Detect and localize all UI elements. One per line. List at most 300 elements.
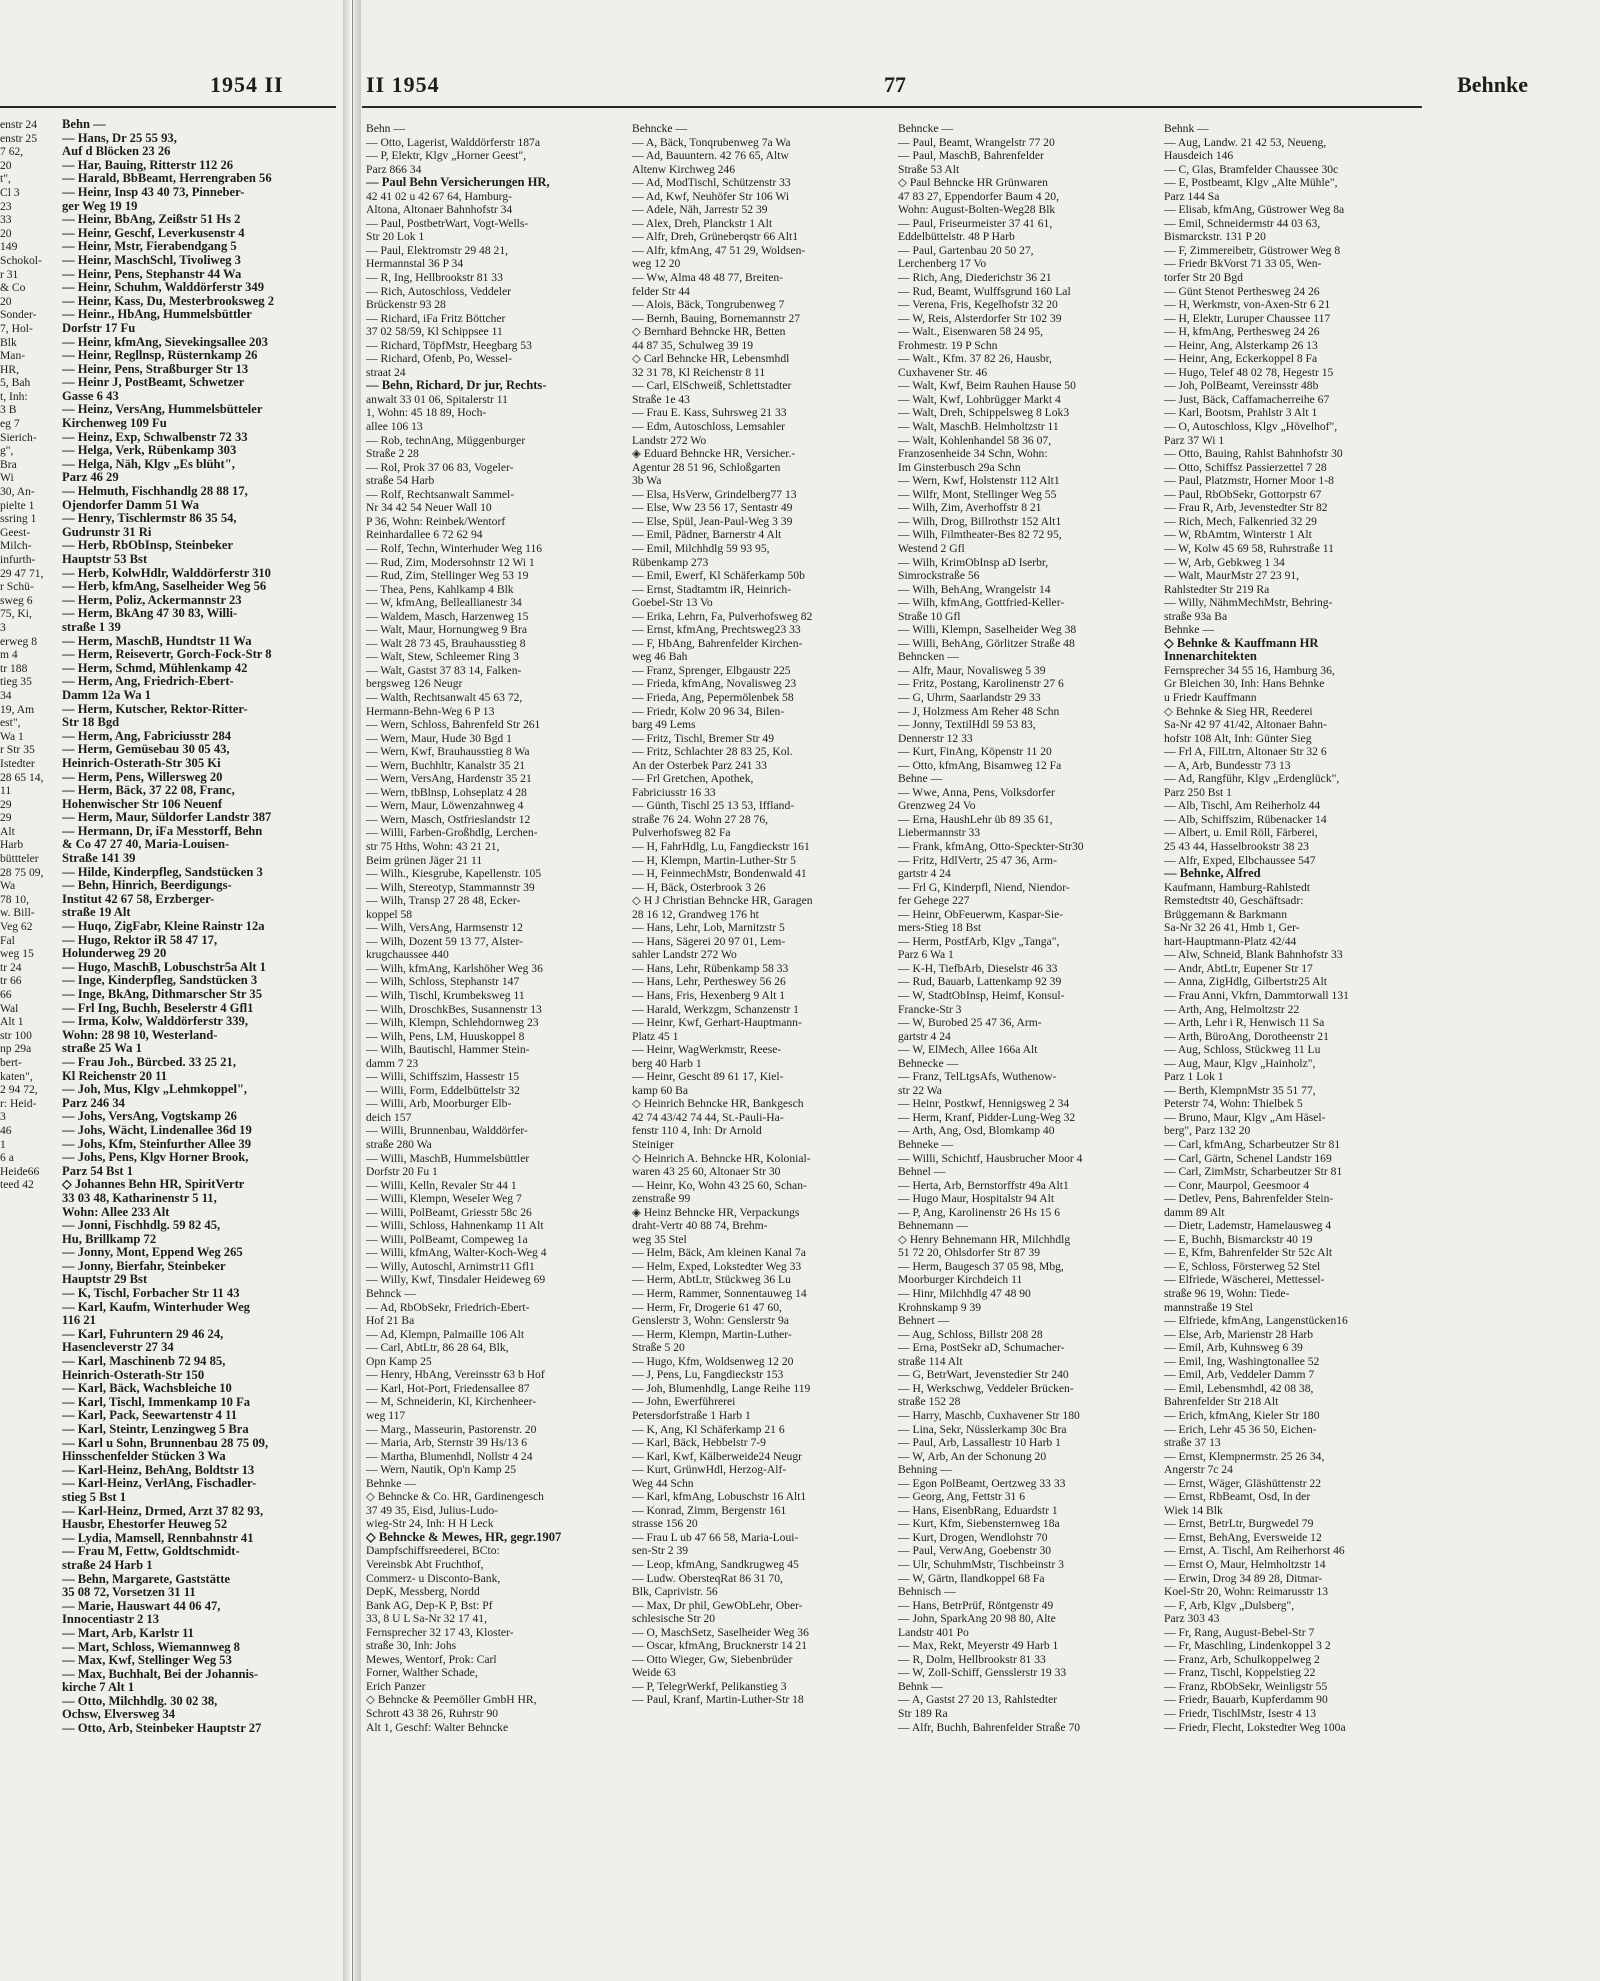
header-rule [362, 106, 1422, 108]
directory-entry-line: — H, Klempn, Martin-Luther-Str 5 [632, 853, 796, 867]
directory-entry-line: — Karl, Kaufm, Winterhuder Weg [62, 1299, 250, 1314]
directory-entry-line: — Willi, MaschB, Hummelsbüttler [366, 1151, 530, 1165]
directory-entry-line: Francke-Str 3 [898, 1002, 962, 1016]
directory-entry-line: — Karl, kfmAng, Lobuschstr 16 Alt1 [632, 1490, 807, 1504]
directory-entry-line: 20 [0, 294, 12, 308]
directory-entry-line: — Martha, Blumenhdl, Nollstr 4 24 [366, 1449, 533, 1463]
directory-entry-line: — Rud, Beamt, Wulffsgrund 160 Lal [898, 284, 1071, 298]
directory-entry-line: — Henry, Tischlermstr 86 35 54, [62, 511, 237, 526]
directory-entry-line: — Anna, ZigHdlg, Gilbertstr25 Alt [1164, 975, 1327, 989]
directory-entry-line: — Ad, Klempn, Palmaille 106 Alt [366, 1327, 525, 1341]
directory-entry-line: Pulverhofsweg 82 Fa [632, 826, 731, 840]
directory-entry-line: — Inge, Kinderpfleg, Sandstücken 3 [62, 973, 258, 988]
directory-entry-line: sen-Str 2 39 [632, 1544, 689, 1558]
directory-entry-line: — Thea, Pens, Kahlkamp 4 Blk [366, 582, 514, 596]
directory-entry-line: — Hans, EisenbRang, Eduardstr 1 [898, 1503, 1058, 1517]
directory-entry-line: tr 24 [0, 960, 22, 974]
directory-entry-line: — Karl, Bäck, Hebbelstr 7-9 [632, 1436, 766, 1450]
directory-entry-line: ◇ H J Christian Behncke HR, Garagen [632, 894, 813, 908]
directory-entry-line: Parz 37 Wi 1 [1164, 433, 1225, 447]
directory-entry-line: ◇ Carl Behncke HR, Lebensmhdl [632, 352, 790, 366]
directory-entry-line: Parz 866 34 [366, 162, 422, 176]
directory-entry-line: 25 43 44, Hasselbrookstr 38 23 [1164, 839, 1309, 853]
directory-entry-line: ssring 1 [0, 512, 37, 526]
directory-entry-line: Veg 62 [0, 920, 33, 934]
left-page-margin-column [0, 118, 58, 1192]
directory-entry-line: Dorfstr 17 Fu [62, 320, 136, 335]
directory-entry-line: Rübenkamp 273 [632, 555, 709, 569]
directory-entry-line: — Else, Spül, Jean-Paul-Weg 3 39 [632, 514, 793, 528]
directory-entry-line: Harb [0, 838, 24, 852]
directory-entry-line: — Fritz, Postang, Karolinenstr 27 6 [898, 677, 1064, 691]
directory-entry-line: — Carl, kfmAng, Scharbeutzer Str 81 [1164, 1138, 1341, 1152]
directory-entry-line: — Behn, Margarete, Gaststätte [62, 1571, 230, 1586]
directory-entry-line: Behnemann — [898, 1219, 968, 1233]
directory-entry-line: Wohn: Allee 233 Alt [62, 1204, 170, 1219]
directory-entry-line: — Rich, Ang, Diederichstr 36 21 [898, 271, 1052, 285]
directory-entry-line: t, Inh: [0, 389, 28, 403]
directory-entry-line: Remstedtstr 40, Geschäftsadr: [1164, 894, 1304, 908]
directory-entry-line: ◇ Behnke & Kauffmann HR [1164, 636, 1319, 650]
directory-entry-line: 42 74 43/42 74 44, St.-Pauli-Ha- [632, 1110, 784, 1124]
directory-entry-line: — Wilh, VersAng, Harmsenstr 12 [366, 921, 523, 935]
directory-entry-line: kamp 60 Ba [632, 1083, 689, 1097]
directory-entry-line: — Paul, Kranf, Martin-Luther-Str 18 [632, 1693, 804, 1707]
directory-entry-line: — Karl, Fuhruntern 29 46 24, [62, 1326, 224, 1341]
directory-entry-line: — Henry, HbAng, Vereinsstr 63 b Hof [366, 1368, 545, 1382]
directory-entry-line: — Franz, TelLtgsAfs, Wuthenow- [898, 1070, 1057, 1084]
directory-entry-line: Landstr 272 Wo [632, 433, 707, 447]
directory-entry-line: — A, Bäck, Tonqrubenweg 7a Wa [632, 135, 791, 149]
directory-entry-line: Dorfstr 20 Fu 1 [366, 1165, 438, 1179]
directory-entry-line: — Paul, Gartenbau 20 50 27, [898, 243, 1034, 257]
directory-entry-line: Franzosenheide 34 Schn, Wohn: [898, 447, 1048, 461]
directory-entry-line: — E, Postbeamt, Klgv „Alte Mühle", [1164, 176, 1338, 190]
directory-entry-line: Sonder- [0, 308, 37, 322]
directory-entry-line: Behnel — [898, 1165, 946, 1179]
directory-column-2 [632, 122, 898, 1707]
directory-entry-line: — Franz, Arb, Schulkoppelweg 2 [1164, 1652, 1320, 1666]
directory-entry-line: 66 [0, 988, 12, 1001]
directory-entry-line: mers-Stieg 18 Bst [898, 921, 982, 935]
directory-entry-line: str 22 Wa [898, 1083, 942, 1097]
directory-entry-line: — Dietr, Lademstr, Hamelausweg 4 [1164, 1219, 1332, 1233]
directory-entry-line: — Wilh, Transp 27 28 48, Ecker- [366, 894, 521, 908]
directory-entry-line: — Fritz, Schlachter 28 83 25, Kol. [632, 745, 793, 759]
directory-entry-line: Angerstr 7c 24 [1164, 1463, 1233, 1477]
directory-entry-line: — Fritz, Tischl, Bremer Str 49 [632, 731, 775, 745]
directory-entry-line: — Frau E. Kass, Suhrsweg 21 33 [632, 406, 787, 420]
directory-entry-line: Behnisch — [898, 1585, 956, 1599]
directory-entry-line: Kaufmann, Hamburg-Rahlstedt [1164, 880, 1310, 894]
directory-entry-line: Behnert — [898, 1314, 950, 1328]
directory-entry-line: Parz 46 29 [62, 470, 119, 485]
left-header-rule [0, 106, 336, 108]
directory-entry-line: Sierich- [0, 430, 37, 444]
directory-entry-line: teed 42 [0, 1178, 34, 1192]
directory-entry-line: — Willi, Klempn, Weseler Weg 7 [366, 1192, 522, 1206]
directory-entry-line: Parz 246 34 [62, 1095, 125, 1110]
directory-entry-line: — Max, Dr phil, GewObLehr, Ober- [632, 1598, 803, 1612]
directory-entry-line: straat 24 [366, 365, 406, 379]
directory-entry-line: — Heinr, MaschSchl, Tivoliweg 3 [62, 252, 241, 267]
directory-entry-line: — Rud, Zim, Modersohnstr 12 Wi 1 [366, 555, 535, 569]
directory-entry-line: Hinsschenfelder Stücken 3 Wa [62, 1449, 226, 1464]
directory-entry-line: — Kurt, FinAng, Köpenstr 11 20 [898, 745, 1052, 759]
directory-entry-line: — Alfr, Exped, Elbchaussee 547 [1164, 853, 1316, 867]
directory-entry-line: 33 03 48, Katharinenstr 5 11, [62, 1190, 217, 1205]
directory-entry-line: — Elfriede, kfmAng, Langenstücken16 [1164, 1314, 1348, 1328]
directory-entry-line: katen", [0, 1069, 33, 1083]
directory-entry-line: ◇ Heinrich Behncke HR, Bankgesch [632, 1097, 804, 1111]
directory-entry-line: Bra [0, 457, 17, 471]
directory-entry-line: Mewes, Wentorf, Prok: Carl [366, 1652, 497, 1666]
directory-entry-line: — Heinr, Pens, Stephanstr 44 Wa [62, 266, 242, 281]
directory-entry-line: — Jonny, Mont, Eppend Weg 265 [62, 1245, 243, 1260]
directory-entry-line: — Hans, Sägerei 20 97 01, Lem- [632, 934, 786, 948]
directory-entry-line: 7 62, [0, 145, 24, 159]
directory-entry-line: Liebermannstr 33 [898, 826, 981, 840]
directory-entry-line: — Behn, Richard, Dr jur, Rechts- [366, 379, 547, 393]
directory-entry-line: straße 1 39 [62, 619, 121, 634]
directory-entry-line: Hasencleverstr 27 34 [62, 1340, 174, 1355]
directory-entry-line: ◇ Behncke & Co. HR, Gardinengesch [366, 1490, 544, 1504]
directory-entry-line: zenstraße 99 [632, 1192, 691, 1206]
directory-entry-line: — Paul, PostbetrWart, Vogt-Wells- [366, 216, 529, 230]
directory-entry-line: weg 12 20 [632, 257, 681, 271]
directory-entry-line: — Frl Gretchen, Apothek, [632, 772, 754, 786]
directory-entry-line: — Emil, Ewerf, Kl Schäferkamp 50b [632, 569, 805, 583]
directory-entry-line: ger Weg 19 19 [62, 198, 138, 213]
directory-entry-line: — Walt, MaurMstr 27 23 91, [1164, 569, 1300, 583]
directory-entry-line: — Just, Bäck, Caffamacherreihe 67 [1164, 392, 1330, 406]
directory-entry-line: — Friedr, Kolw 20 96 34, Bilen- [632, 704, 785, 718]
directory-entry-line: — W, Burobed 25 47 36, Arm- [898, 1016, 1042, 1030]
directory-entry-line: Str 189 Ra [898, 1706, 948, 1720]
directory-entry-line: Behncke — [898, 122, 954, 135]
directory-entry-line: — Frau R, Arb, Jevenstedter Str 82 [1164, 501, 1328, 515]
directory-entry-line: Fernsprecher 34 55 16, Hamburg 36, [1164, 663, 1335, 677]
directory-entry-line: & Co [0, 281, 26, 295]
directory-entry-line: — John, SparkAng 20 98 80, Alte [898, 1612, 1056, 1626]
directory-entry-line: — Karl, Bäck, Wachsbleiche 10 [62, 1381, 232, 1396]
directory-entry-line: — Edm, Autoschloss, Lemsahler [632, 420, 785, 434]
directory-entry-line: straße 24 Harb 1 [62, 1557, 153, 1572]
directory-entry-line: enstr 24 [0, 118, 38, 131]
directory-entry-line: — Wern, Schloss, Bahrenfeld Str 261 [366, 718, 541, 732]
directory-entry-line: Innocentiastr 2 13 [62, 1612, 160, 1627]
directory-entry-line: — E, Schloss, Försterweg 52 Stel [1164, 1259, 1321, 1273]
directory-entry-line: — Jonni, Fischhdlg. 59 82 45, [62, 1218, 221, 1233]
directory-entry-line: Wohn: 28 98 10, Westerland- [62, 1027, 218, 1042]
directory-entry-line: — Franz, RbObSekr, Weinligstr 55 [1164, 1679, 1328, 1693]
directory-entry-line: — Willi, Form, Eddelbüttelstr 32 [366, 1083, 520, 1097]
directory-entry-line: mannstraße 19 Stel [1164, 1300, 1253, 1314]
directory-entry-line: ◈ Heinz Behncke HR, Verpackungs [632, 1205, 800, 1219]
directory-entry-line: — Wilh, Drog, Billrothstr 152 Alt1 [898, 514, 1062, 528]
directory-entry-line: np 29a [0, 1042, 32, 1056]
directory-entry-line: — Emil, Arb, Veddeler Damm 7 [1164, 1368, 1315, 1382]
directory-entry-line: — Walt, Kohlenhandel 58 36 07, [898, 433, 1052, 447]
directory-entry-line: kirche 7 Alt 1 [62, 1680, 135, 1695]
directory-entry-line: — Emil, Schneidermstr 44 03 63, [1164, 216, 1321, 230]
directory-entry-line: Petersdorfstraße 1 Harb 1 [632, 1408, 751, 1422]
directory-entry-line: Parz 144 Sa [1164, 189, 1220, 203]
directory-entry-line: — Leop, kfmAng, Sandkrugweg 45 [632, 1557, 799, 1571]
directory-entry-line: Reinhardallee 6 72 62 94 [366, 528, 483, 542]
directory-entry-line: — Karl-Heinz, Drmed, Arzt 37 82 93, [62, 1503, 264, 1518]
directory-entry-line: — Wwe, Anna, Pens, Volksdorfer [898, 785, 1055, 799]
directory-entry-line: Behnecke — [898, 1056, 959, 1070]
directory-entry-line: — Jonny, Bierfahr, Steinbeker [62, 1258, 226, 1273]
directory-entry-line: — Carl, ZimMstr, Scharbeutzer Str 81 [1164, 1165, 1343, 1179]
directory-entry-line: P 36, Wohn: Reinbek/Wentorf [366, 514, 506, 528]
directory-entry-line: — R, Ing, Hellbrookstr 81 33 [366, 271, 503, 285]
directory-entry-line: — Ernst O, Maur, Helmholtzstr 14 [1164, 1557, 1326, 1571]
directory-entry-line: Auf d Blöcken 23 26 [62, 144, 171, 159]
directory-entry-line: ◇ Bernhard Behncke HR, Betten [632, 325, 786, 339]
directory-entry-line: — Hans, Lehr, Pertheswey 56 26 [632, 975, 786, 989]
directory-entry-line: — Willi, Schichtf, Hausbrucher Moor 4 [898, 1151, 1083, 1165]
directory-entry-line: — Heinr, Postkwf, Hennigsweg 2 34 [898, 1097, 1070, 1111]
directory-entry-line: — Erich, Lehr 45 36 50, Eichen- [1164, 1422, 1317, 1436]
directory-entry-line: — Emil, Pädner, Barnerstr 4 Alt [632, 528, 782, 542]
directory-entry-line: Kirchenweg 109 Fu [62, 416, 167, 431]
directory-entry-line: DepK, Messberg, Nordd [366, 1585, 480, 1599]
directory-entry-line: 29 [0, 811, 12, 825]
directory-entry-line: Heinrich-Osterath-Str 150 [62, 1367, 205, 1382]
directory-entry-line: — Joh, PolBeamt, Vereinsstr 48b [1164, 379, 1319, 393]
directory-entry-line: — Max, Rekt, Meyerstr 49 Harb 1 [898, 1639, 1059, 1653]
directory-entry-line: r 31 [0, 267, 19, 281]
directory-entry-line: 34 [0, 688, 12, 702]
directory-entry-line: Geest- [0, 525, 31, 539]
directory-entry-line: Behnke — [1164, 623, 1214, 637]
directory-entry-line: — Otto, Arb, Steinbeker Hauptstr 27 [62, 1721, 262, 1736]
directory-entry-line: Alt 1 [0, 1015, 24, 1029]
directory-entry-line: — Karl-Heinz, BehAng, Boldtstr 13 [62, 1462, 255, 1477]
directory-entry-line: — Heinr, Ang, Eckerkoppel 8 Fa [1164, 352, 1318, 366]
directory-entry-line: Fabriciusstr 16 33 [632, 785, 716, 799]
directory-entry-line: — Heinr, kfmAng, Sievekingsallee 203 [62, 334, 268, 349]
directory-entry-line: hart-Hauptmann-Platz 42/44 [1164, 934, 1297, 948]
directory-entry-line: allee 106 13 [366, 420, 423, 434]
directory-entry-line: — Frau Joh., Bürcbed. 33 25 21, [62, 1054, 236, 1069]
directory-entry-line: — Karl, Tischl, Immenkamp 10 Fa [62, 1394, 251, 1409]
directory-entry-line: — Johs, Wächt, Lindenallee 36d 19 [62, 1122, 252, 1137]
directory-column-1 [366, 122, 632, 1734]
directory-entry-line: — P, TelegrWerkf, Pelikanstieg 3 [632, 1679, 787, 1693]
directory-entry-line: ◇ Heinrich A. Behncke HR, Kolonial- [632, 1151, 811, 1165]
directory-entry-line: gartstr 4 24 [898, 1029, 951, 1043]
directory-entry-line: — Emil, Ing, Washingtonallee 52 [1164, 1354, 1320, 1368]
directory-entry-line: — Marg., Masseurin, Pastorenstr. 20 [366, 1422, 537, 1436]
directory-entry-line: barg 49 Lems [632, 718, 696, 732]
left-page [0, 0, 343, 1981]
directory-entry-line: — C, Glas, Bramfelder Chaussee 30c [1164, 162, 1339, 176]
directory-entry-line: — Wern, Maur, Löwenzahnweg 4 [366, 799, 524, 813]
directory-entry-line: — Kurt, GrünwHdl, Herzog-Alf- [632, 1463, 787, 1477]
directory-entry-line: felder Str 44 [632, 284, 690, 298]
directory-entry-line: 32 31 78, Kl Reichenstr 8 11 [632, 365, 766, 379]
directory-entry-line: Kl Reichenstr 20 11 [62, 1068, 168, 1083]
directory-entry-line: — W, Kolw 45 69 58, Ruhrstraße 11 [1164, 541, 1334, 555]
directory-entry-line: — Lydia, Mamsell, Rennbahnstr 41 [62, 1530, 254, 1545]
directory-entry-line: infurth- [0, 553, 36, 566]
directory-entry-line: — Walt 28 73 45, Brauhausstieg 8 [366, 636, 526, 650]
directory-entry-line: straße 76 24. Wohn 27 28 76, [632, 812, 769, 826]
directory-entry-line: — Walt, Gastst 37 83 14, Falken- [366, 663, 522, 677]
directory-entry-line: Innenarchitekten [1164, 650, 1257, 664]
directory-entry-line: draht-Vertr 40 88 74, Brehm- [632, 1219, 768, 1233]
directory-entry-line: — Willi, Farben-Großhdlg, Lerchen- [366, 826, 538, 840]
directory-entry-line: Sa-Nr 32 26 41, Hmb 1, Ger- [1164, 921, 1300, 935]
directory-entry-line: — Erwin, Drog 34 89 28, Ditmar- [1164, 1571, 1323, 1585]
directory-entry-line: — Heinr, Schuhm, Walddörferstr 349 [62, 280, 264, 295]
directory-entry-line: — Hans, Lehr, Rübenkamp 58 33 [632, 961, 789, 975]
directory-entry-line: r Str 35 [0, 743, 35, 757]
directory-entry-line: — Paul, VerwAng, Goebenstr 30 [898, 1544, 1052, 1558]
directory-entry-line: — Wilh, KrimObInsp aD Iserbr, [898, 555, 1049, 569]
directory-entry-line: Institut 42 67 58, Erzberger- [62, 891, 215, 906]
directory-entry-line: — P, Ang, Karolinenstr 26 Hs 15 6 [898, 1205, 1060, 1219]
directory-entry-line: — Karl, Hot-Port, Friedensallee 87 [366, 1381, 530, 1395]
directory-entry-line: Straße 10 Gfl [898, 609, 961, 623]
directory-entry-line: — Otto, Schiffsz Passierzettel 7 28 [1164, 460, 1327, 474]
directory-entry-line: — Wilh, Filmtheater-Bes 82 72 95, [898, 528, 1062, 542]
directory-entry-line: Behnk — [1164, 122, 1209, 135]
directory-entry-line: — Frl G, Kinderpfl, Niend, Niendor- [898, 880, 1070, 894]
directory-entry-line: — Hilde, Kinderpfleg, Sandstücken 3 [62, 864, 263, 879]
directory-entry-line: est", [0, 716, 21, 730]
directory-entry-line: Behne — [898, 772, 943, 786]
directory-entry-line: — Aug, Schloss, Stückweg 11 Lu [1164, 1043, 1321, 1057]
directory-entry-line: — Willy, Autoschl, Arnimstr11 Gfl1 [366, 1259, 535, 1273]
directory-entry-line: — Rich, Mech, Falkenried 32 29 [1164, 514, 1317, 528]
directory-entry-line: — Friedr, TischlMstr, Isestr 4 13 [1164, 1706, 1317, 1720]
directory-entry-line: Peterstr 74, Wohn: Thielbek 5 [1164, 1097, 1303, 1111]
directory-entry-line: 20 [0, 158, 12, 172]
directory-entry-line: — W, kfmAng, Belleallianestr 34 [366, 596, 522, 610]
directory-entry-line: fer Gehege 227 [898, 894, 970, 908]
directory-entry-line: — Harry, Maschb, Cuxhavener Str 180 [898, 1408, 1080, 1422]
directory-entry-line: 33, 8 U L Sa-Nr 32 17 41, [366, 1612, 487, 1626]
directory-entry-line: — Wilh, Dozent 59 13 77, Alster- [366, 934, 523, 948]
directory-entry-line: — K, Ang, Kl Schäferkamp 21 6 [632, 1422, 785, 1436]
directory-entry-line: 35 08 72, Vorsetzen 31 11 [62, 1585, 196, 1600]
directory-entry-line: — Wilh, Tischl, Krumbeksweg 11 [366, 989, 525, 1002]
directory-entry-line: — Alfr, Maur, Novalisweg 5 39 [898, 663, 1046, 677]
directory-entry-line: — Kurt, Kfm, Siebensternweg 18a [898, 1517, 1060, 1531]
directory-entry-line: — Herm, Schmd, Mühlenkamp 42 [62, 660, 248, 675]
directory-entry-line: — Günth, Tischl 25 13 53, Iffland- [632, 799, 795, 813]
directory-entry-line: Hausbr, Ehestorfer Heuweg 52 [62, 1517, 228, 1532]
directory-entry-line: — Ludw. ObersteqRat 86 31 70, [632, 1571, 783, 1585]
directory-entry-line: — Heinr, Regllnsp, Rüsternkamp 26 [62, 348, 258, 363]
directory-entry-line: weg 15 [0, 947, 34, 961]
directory-entry-line: — Willi, kfmAng, Walter-Koch-Weg 4 [366, 1246, 547, 1260]
directory-entry-line: — Frieda, Ang, Pepermölenbek 58 [632, 690, 794, 704]
directory-entry-line: — Karl, Maschinenb 72 94 85, [62, 1354, 226, 1369]
directory-entry-line: straße 114 Alt [898, 1354, 963, 1368]
directory-entry-line: — Egon PolBeamt, Oertzweg 33 33 [898, 1476, 1066, 1490]
directory-entry-line: Dennerstr 12 33 [898, 731, 973, 745]
directory-entry-line: — F, Arb, Klgv „Dulsberg", [1164, 1598, 1295, 1612]
directory-entry-line: hofstr 108 Alt, Inh: Günter Sieg [1164, 731, 1312, 745]
directory-entry-line: — Ad, ModTischl, Schützenstr 33 [632, 176, 791, 190]
directory-entry-line: Altona, Altonaer Bahnhofstr 34 [366, 203, 513, 217]
directory-entry-line: — Walt., Eisenwaren 58 24 95, [898, 325, 1044, 339]
directory-entry-line: — Walt, Stew, Schleemer Ring 3 [366, 650, 519, 664]
directory-entry-line: — Alb, Schiffszim, Rübenacker 14 [1164, 812, 1327, 826]
directory-entry-line: — Wern, Masch, Ostfrieslandstr 12 [366, 812, 531, 826]
directory-entry-line: koppel 58 [366, 907, 413, 921]
directory-entry-line: Blk, Caprivistr. 56 [632, 1585, 718, 1599]
directory-entry-line: Bahrenfelder Str 218 Alt [1164, 1395, 1279, 1409]
directory-entry-line: Fernsprecher 32 17 43, Kloster- [366, 1625, 514, 1639]
directory-entry-line: — Alb, Tischl, Am Reiherholz 44 [1164, 799, 1321, 813]
directory-entry-line: — Elisab, kfmAng, Güstrower Weg 8a [1164, 203, 1345, 217]
page-number: 77 [884, 72, 906, 97]
page-header-year: II 1954 [366, 72, 440, 97]
directory-entry-line: — Mart, Schloss, Wiemannweg 8 [62, 1639, 240, 1654]
directory-entry-line: 11 [0, 784, 12, 798]
directory-entry-line: — Richard, iFa Fritz Böttcher [366, 311, 506, 325]
directory-entry-line: — Maria, Arb, Sternstr 39 Hs/13 6 [366, 1436, 528, 1450]
directory-entry-line: — Wern, Nautik, Op'n Kamp 25 [366, 1463, 517, 1477]
directory-entry-line: — M, Schneiderin, Kl, Kirchenheer- [366, 1395, 537, 1409]
directory-entry-line: — K, Tischl, Forbacher Str 11 43 [62, 1286, 240, 1301]
directory-entry-line: — Albert, u. Emil Röll, Färberei, [1164, 826, 1318, 840]
directory-entry-line: 46 [0, 1123, 12, 1137]
directory-entry-line: 75, Ki, [0, 607, 32, 621]
directory-entry-line: 78 10, [0, 892, 29, 906]
directory-entry-line: krugchaussee 440 [366, 948, 449, 962]
directory-entry-line: w. Bill- [0, 906, 35, 920]
directory-entry-line: r: Heid- [0, 1096, 37, 1110]
directory-entry-line: — Behn, Hinrich, Beerdigungs- [62, 878, 232, 893]
directory-entry-line: — Alfr, Buchh, Bahrenfelder Straße 70 [898, 1720, 1081, 1734]
directory-entry-line: sahler Landstr 272 Wo [632, 948, 737, 962]
directory-entry-line: — Carl, AbtLtr, 86 28 64, Blk, [366, 1341, 509, 1355]
directory-entry-line: — Herm, Gemüsebau 30 05 43, [62, 742, 230, 757]
directory-entry-line: — Heinr, Mstr, Fierabendgang 5 [62, 239, 237, 254]
directory-entry-line: — Willi, PolBeamt, Compeweg 1a [366, 1232, 528, 1246]
directory-entry-line: — Kurt, Drogen, Wendlohstr 70 [898, 1530, 1048, 1544]
directory-entry-line: — Willi, Schiffszim, Hassestr 15 [366, 1070, 520, 1084]
directory-entry-line: Behneke — [898, 1138, 954, 1152]
directory-entry-line: 149 [0, 240, 18, 254]
directory-entry-line: — J, Pens, Lu, Fangdieckstr 153 [632, 1368, 784, 1382]
directory-entry-line: — Herm, Kutscher, Rektor-Ritter- [62, 701, 248, 716]
directory-entry-line: Steiniger [632, 1138, 674, 1152]
directory-entry-line: — H, Werkmstr, von-Axen-Str 6 21 [1164, 298, 1331, 312]
directory-entry-line: Straße 53 Alt [898, 162, 960, 176]
directory-entry-line: — Bruno, Maur, Klgv „Am Häsel- [1164, 1110, 1326, 1124]
directory-entry-line: — Heinr, Insp 43 40 73, Pinneber- [62, 184, 245, 199]
directory-entry-line: Parz 54 Bst 1 [62, 1163, 133, 1178]
directory-entry-line: — Wilh., Kiesgrube, Kapellenstr. 105 [366, 867, 542, 881]
directory-entry-line: — Arth, Lehr i R, Henwisch 11 Sa [1164, 1016, 1325, 1030]
directory-entry-line: — Ad, Bauuntern. 42 76 65, Altw [632, 149, 789, 163]
directory-entry-line: 1 [0, 1137, 6, 1151]
directory-entry-line: Behn — [366, 122, 405, 135]
directory-entry-line: Hauptstr 29 Bst [62, 1272, 148, 1287]
directory-entry-line: Man- [0, 349, 26, 363]
directory-entry-line: — Rolf, Techn, Winterhuder Weg 116 [366, 541, 543, 555]
directory-entry-line: Behnk — [898, 1679, 943, 1693]
directory-entry-line: — Helga, Verk, Rübenkamp 303 [62, 443, 237, 458]
